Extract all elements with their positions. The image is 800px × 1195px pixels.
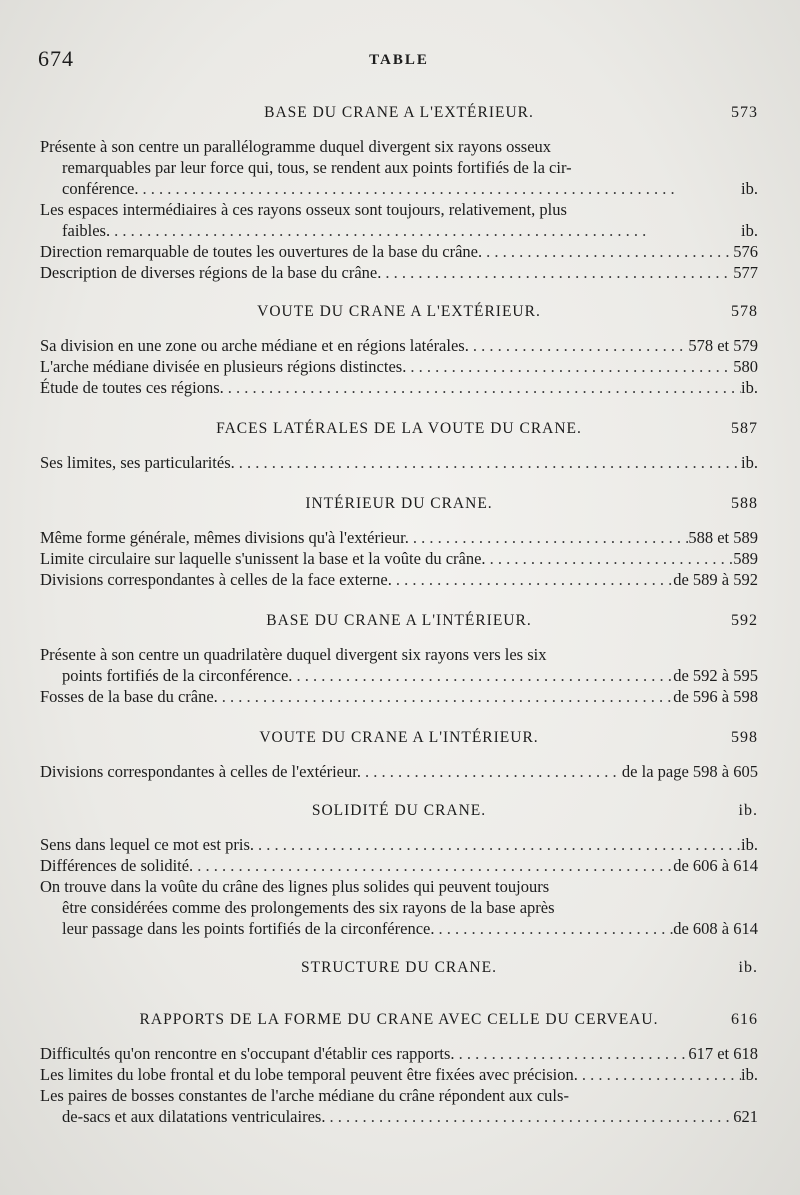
dot-leader xyxy=(224,377,741,398)
section-title: INTÉRIEUR DU CRANE. xyxy=(305,495,493,512)
section-page: ib. xyxy=(738,959,758,976)
entry-leader-line xyxy=(40,178,758,199)
section-heading xyxy=(40,796,758,826)
section-page: 598 xyxy=(731,729,758,746)
section-title: BASE DU CRANE A L'EXTÉRIEUR. xyxy=(264,104,534,121)
toc-entry xyxy=(40,644,758,686)
entry-leader-line xyxy=(40,918,758,939)
toc-entry xyxy=(40,527,758,548)
toc-entry xyxy=(40,452,758,473)
entry-text-line: être considérées comme des prolongements des six rayons de la base après xyxy=(62,898,555,917)
entry-leader-line xyxy=(40,262,758,283)
entry-leader-line xyxy=(40,1106,758,1127)
entry-text-line: Les espaces intermédiaires à ces rayons osseux sont toujours, relativement, plus xyxy=(40,200,567,219)
section-heading xyxy=(40,953,758,983)
dot-leader xyxy=(254,834,741,855)
section-heading xyxy=(40,98,758,128)
toc-entry xyxy=(40,548,758,569)
section-heading xyxy=(40,723,758,753)
dot-leader xyxy=(138,178,741,199)
section-page: 578 xyxy=(731,303,758,320)
toc-entry xyxy=(40,569,758,590)
page-number: 674 xyxy=(38,46,74,71)
section-heading xyxy=(40,297,758,327)
entry-leader-line xyxy=(40,569,758,590)
entry-text: de-sacs et aux dilatations ventriculaires. xyxy=(62,1107,326,1126)
toc-entry xyxy=(40,876,758,939)
section-heading xyxy=(40,606,758,636)
entry-page: de 606 à 614 xyxy=(673,856,758,875)
section-heading xyxy=(40,1005,758,1035)
entry-leader-line xyxy=(40,686,758,707)
entry-text: conférence. xyxy=(62,179,139,198)
section-page: 616 xyxy=(731,1011,758,1028)
running-head xyxy=(38,46,760,74)
entry-text: Difficultés qu'on rencontre en s'occupant d'établir ces rapports. xyxy=(40,1044,455,1063)
toc-entry xyxy=(40,262,758,283)
section-title: SOLIDITÉ DU CRANE. xyxy=(311,802,487,819)
section-title: VOUTE DU CRANE A L'INTÉRIEUR. xyxy=(259,729,539,746)
entry-page: de la page 598 à 605 xyxy=(621,762,758,781)
entry-text: leur passage dans les points fortifiés de la circonférence. xyxy=(62,919,435,938)
dot-leader xyxy=(218,686,673,707)
section-title: VOUTE DU CRANE A L'EXTÉRIEUR. xyxy=(257,303,541,320)
dot-leader xyxy=(110,220,741,241)
table-of-contents xyxy=(40,98,758,1127)
entry-text: Ses limites, ses particularités. xyxy=(40,453,235,472)
entry-text: Description de diverses régions de la base du crâne. xyxy=(40,263,382,282)
section-page: 592 xyxy=(731,612,758,629)
entry-leader-line xyxy=(40,377,758,398)
entry-leader-line xyxy=(40,452,758,473)
entry-text-line: Présente à son centre un parallélogramme duquel divergent six rayons osseux xyxy=(40,137,552,156)
entry-page: ib. xyxy=(741,221,758,240)
entry-page: de 592 à 595 xyxy=(673,666,758,685)
section-title: STRUCTURE DU CRANE. xyxy=(301,959,497,976)
toc-entry xyxy=(40,377,758,398)
entry-page: 617 et 618 xyxy=(688,1044,758,1063)
entry-page: ib. xyxy=(741,378,758,397)
dot-leader xyxy=(469,335,688,356)
entry-text: Fosses de la base du crâne. xyxy=(40,687,218,706)
entry-text: faibles. xyxy=(62,221,111,240)
entry-page: 577 xyxy=(733,263,758,282)
entry-text: Sens dans lequel ce mot est pris. xyxy=(40,835,255,854)
section-title: RAPPORTS DE LA FORME DU CRANE AVEC CELLE DU CERVEAU. xyxy=(139,1011,659,1028)
entry-page: 578 et 579 xyxy=(688,336,758,355)
entry-page: ib. xyxy=(741,1065,758,1084)
entry-text: Direction remarquable de toutes les ouvertures de la base du crâne. xyxy=(40,242,483,261)
entry-page: 588 et 589 xyxy=(688,528,758,547)
entry-page: de 596 à 598 xyxy=(673,687,758,706)
section-page: 587 xyxy=(731,420,758,437)
entry-text: Divisions correspondantes à celles de la face externe. xyxy=(40,570,392,589)
section-title: FACES LATÉRALES DE LA VOUTE DU CRANE. xyxy=(216,420,582,437)
toc-entry xyxy=(40,834,758,855)
entry-text: Sa division en une zone ou arche médiane et en régions latérales. xyxy=(40,336,469,355)
toc-entry xyxy=(40,761,758,782)
entry-page: de 589 à 592 xyxy=(673,570,758,589)
dot-leader xyxy=(409,527,689,548)
entry-text: points fortifiés de la circonférence. xyxy=(62,666,293,685)
entry-text: Les limites du lobe frontal et du lobe temporal peuvent être fixées avec précision. xyxy=(40,1065,578,1084)
dot-leader xyxy=(578,1064,741,1085)
entry-text: Limite circulaire sur laquelle s'unissent la base et la voûte du crâne. xyxy=(40,549,486,568)
dot-leader xyxy=(482,241,733,262)
entry-page: 576 xyxy=(733,242,758,261)
entry-leader-line xyxy=(40,665,758,686)
entry-text: Même forme générale, mêmes divisions qu'à l'extérieur. xyxy=(40,528,409,547)
toc-entry xyxy=(40,855,758,876)
dot-leader xyxy=(361,761,622,782)
entry-text: Divisions correspondantes à celles de l'extérieur. xyxy=(40,762,361,781)
entry-leader-line xyxy=(40,855,758,876)
dot-leader xyxy=(392,569,673,590)
toc-entry xyxy=(40,1043,758,1064)
dot-leader xyxy=(292,665,673,686)
toc-entry xyxy=(40,136,758,199)
entry-page: 580 xyxy=(733,357,758,376)
entry-leader-line xyxy=(40,834,758,855)
entry-page: ib. xyxy=(741,835,758,854)
entry-leader-line xyxy=(40,548,758,569)
section-page: ib. xyxy=(738,802,758,819)
dot-leader xyxy=(325,1106,733,1127)
entry-page: ib. xyxy=(741,179,758,198)
entry-text: L'arche médiane divisée en plusieurs régions distinctes. xyxy=(40,357,407,376)
section-page: 588 xyxy=(731,495,758,512)
dot-leader xyxy=(455,1043,689,1064)
entry-text-line: Présente à son centre un quadrilatère duquel divergent six rayons vers les six xyxy=(40,645,547,664)
entry-page: ib. xyxy=(741,453,758,472)
entry-leader-line xyxy=(40,335,758,356)
running-title: TABLE xyxy=(369,52,429,68)
toc-entry xyxy=(40,199,758,241)
toc-entry xyxy=(40,241,758,262)
toc-entry xyxy=(40,1085,758,1127)
entry-leader-line xyxy=(40,1064,758,1085)
entry-text-line: Les paires de bosses constantes de l'arche médiane du crâne répondent aux culs- xyxy=(40,1086,569,1105)
entry-leader-line xyxy=(40,220,758,241)
entry-page: 621 xyxy=(733,1107,758,1126)
toc-entry xyxy=(40,356,758,377)
entry-leader-line xyxy=(40,241,758,262)
section-title: BASE DU CRANE A L'INTÉRIEUR. xyxy=(266,612,532,629)
entry-page: 589 xyxy=(733,549,758,568)
toc-entry xyxy=(40,1064,758,1085)
entry-leader-line xyxy=(40,527,758,548)
entry-text: Étude de toutes ces régions. xyxy=(40,378,224,397)
entry-leader-line xyxy=(40,761,758,782)
dot-leader xyxy=(486,548,734,569)
entry-leader-line xyxy=(40,356,758,377)
entry-text-line: remarquables par leur force qui, tous, se rendent aux points fortifiés de la cir- xyxy=(62,158,572,177)
toc-entry xyxy=(40,335,758,356)
entry-text: Différences de solidité. xyxy=(40,856,194,875)
section-heading xyxy=(40,414,758,444)
dot-leader xyxy=(434,918,673,939)
section-heading xyxy=(40,489,758,519)
section-page: 573 xyxy=(731,104,758,121)
dot-leader xyxy=(235,452,741,473)
dot-leader xyxy=(381,262,733,283)
dot-leader xyxy=(193,855,673,876)
entry-leader-line xyxy=(40,1043,758,1064)
entry-text-line: On trouve dans la voûte du crâne des lignes plus solides qui peuvent toujours xyxy=(40,877,550,896)
entry-page: de 608 à 614 xyxy=(673,919,758,938)
dot-leader xyxy=(406,356,733,377)
toc-entry xyxy=(40,686,758,707)
